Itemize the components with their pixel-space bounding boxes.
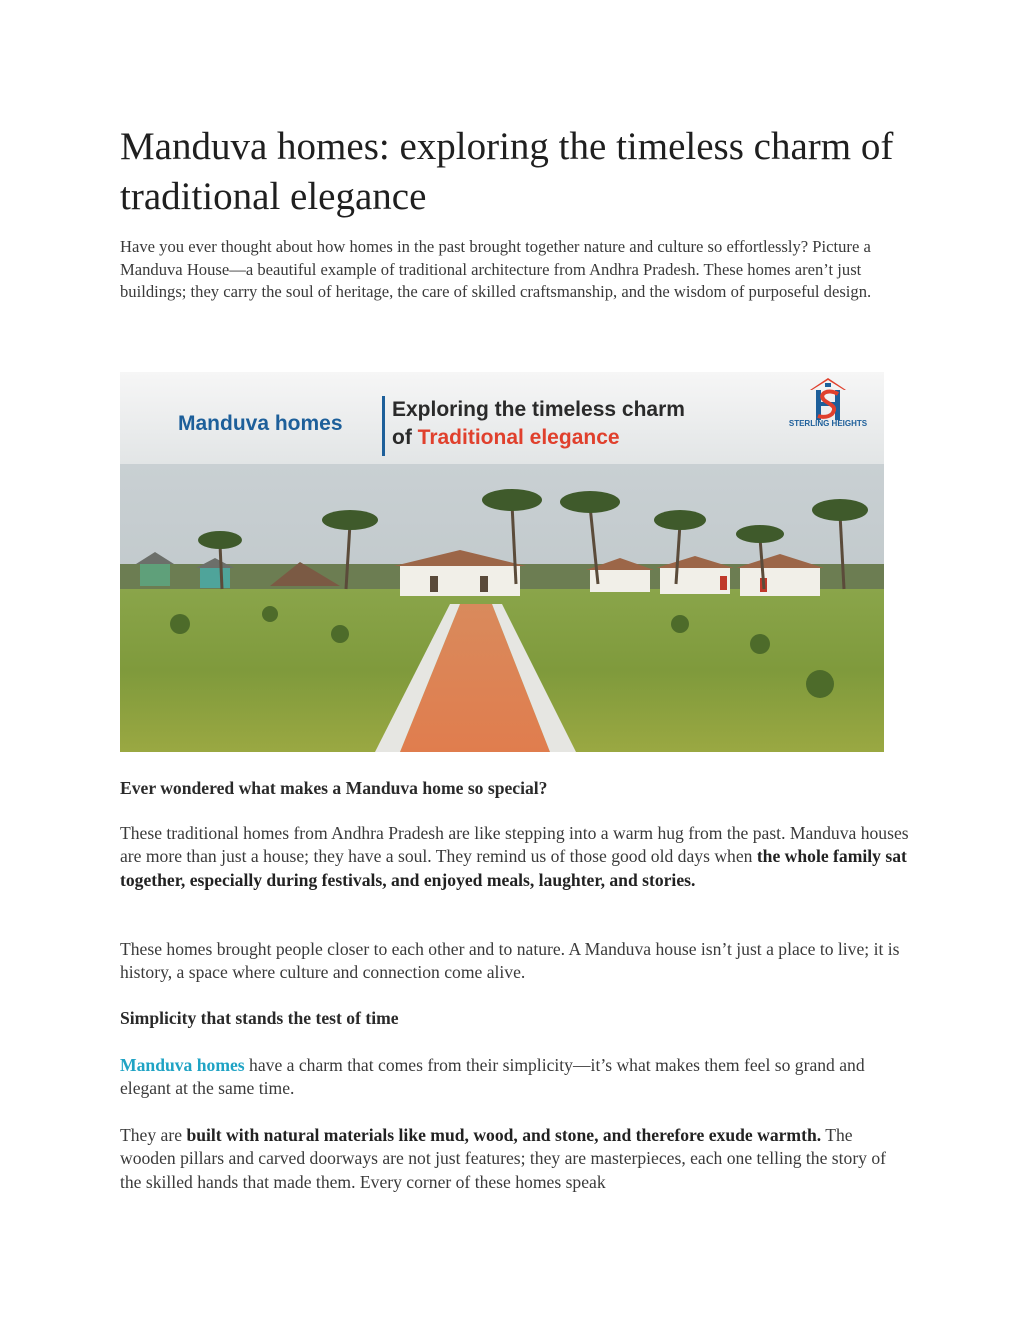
manduva-landscape-photo: [120, 464, 884, 752]
section2-p2-text: The wooden pillars and carved doorways are not just features; they are masterpieces, each one telling the story of the skilled hands that made them. Every corner of these homes speak: [120, 1125, 887, 1192]
section2-paragraph2: [120, 1124, 910, 1194]
banner-line2-accent: Traditional elegance: [417, 426, 620, 449]
section2-heading: Simplicity that stands the test of time: [120, 1008, 399, 1028]
section1-heading: Ever wondered what makes a Manduva home so special?: [120, 778, 548, 798]
section2-paragraph1: [120, 1054, 910, 1101]
banner-line2-prefix: of: [392, 426, 418, 449]
section1-paragraph1: [120, 822, 910, 892]
banner-left-text: Manduva homes: [178, 412, 343, 435]
hero-banner: [120, 372, 884, 464]
section2-p2-bold: built with natural materials like mud, wood, and stone, and therefore exude warmth.: [186, 1125, 822, 1145]
logo-text: STERLING HEIGHTS: [788, 419, 868, 428]
manduva-homes-link[interactable]: Manduva homes: [120, 1055, 245, 1075]
section1-p1-bold: the whole family sat together, especially during festivals, and enjoyed meals, laughter, and stories.: [120, 846, 907, 890]
section2-p1-text: have a charm that comes from their simplicity—it’s what makes them feel so grand and elegant at the same time.: [120, 1055, 865, 1099]
banner-divider: [382, 396, 385, 456]
section1-p1-text: These traditional homes from Andhra Pradesh are like stepping into a warm hug from the past. Manduva houses are more than just a house; they have a soul. They remind us of those good old days when: [120, 823, 909, 867]
section1-paragraph2: These homes brought people closer to each other and to nature. A Manduva house isn’t just a place to live; it is history, a space where culture and connection come alive.: [120, 939, 900, 983]
banner-right-line1: Exploring the timeless charm: [392, 398, 685, 421]
hero-image: [120, 372, 884, 752]
banner-right-line2: [392, 426, 620, 450]
intro-paragraph: Have you ever thought about how homes in the past brought together nature and culture so effortlessly? Picture a Manduva House—a beautiful example of traditional architecture from Andhra Pradesh. These homes aren’t just buildings; they carry the soul of heritage, the care of skilled craftsmanship, and the wisdom of purposeful design.: [120, 237, 872, 302]
page-title: Manduva homes: exploring the timeless charm of traditional elegance: [120, 125, 894, 218]
section2-p2-prefix: They are: [120, 1125, 187, 1145]
